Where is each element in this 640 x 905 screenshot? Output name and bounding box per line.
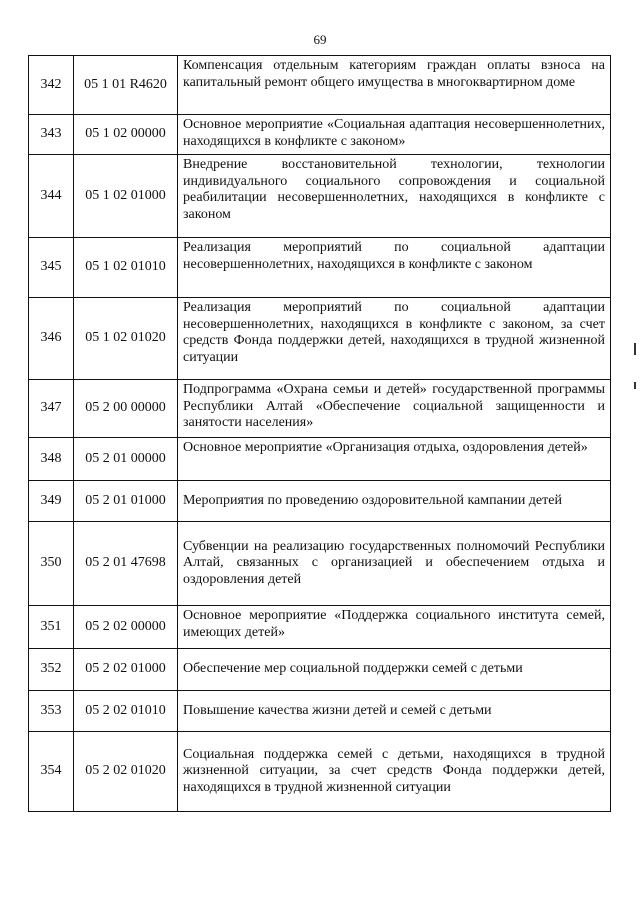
row-name: Внедрение восстановительной технологии, технологии индивидуального социального сопровождения и социальной реабилитации несовершеннолетних, находящихся в конфликте с законом <box>178 155 611 238</box>
table-row <box>29 691 611 732</box>
row-name: Субвенции на реализацию государственных полномочий Республики Алтай, связанных с организацией и обеспечением отдыха и оздоровления детей <box>178 522 611 606</box>
table-row <box>29 155 611 238</box>
row-code: 05 1 01 R4620 <box>74 56 178 115</box>
row-code: 05 2 01 00000 <box>74 438 178 481</box>
row-name: Реализация мероприятий по социальной адаптации несовершеннолетних, находящихся в конфликте с законом <box>178 238 611 298</box>
row-number: 342 <box>29 56 74 115</box>
table-row <box>29 606 611 649</box>
row-number: 349 <box>29 481 74 522</box>
row-name: Реализация мероприятий по социальной адаптации несовершеннолетних, находящихся в конфликте с законом, за счет средств Фонда поддержки детей, находящихся в трудной жизненной ситуации <box>178 298 611 380</box>
row-number: 347 <box>29 380 74 438</box>
row-name: Обеспечение мер социальной поддержки семей с детьми <box>178 649 611 691</box>
row-code: 05 1 02 01020 <box>74 298 178 380</box>
row-name: Основное мероприятие «Поддержка социального института семей, имеющих детей» <box>178 606 611 649</box>
row-code: 05 1 02 01000 <box>74 155 178 238</box>
row-number: 345 <box>29 238 74 298</box>
table-row <box>29 238 611 298</box>
table-row <box>29 56 611 115</box>
row-name: Основное мероприятие «Организация отдыха, оздоровления детей» <box>178 438 611 481</box>
row-code: 05 2 02 01000 <box>74 649 178 691</box>
table-row <box>29 481 611 522</box>
row-number: 343 <box>29 115 74 155</box>
row-code: 05 2 00 00000 <box>74 380 178 438</box>
table-row <box>29 298 611 380</box>
row-number: 352 <box>29 649 74 691</box>
budget-codes-table <box>28 55 611 812</box>
row-number: 350 <box>29 522 74 606</box>
row-code: 05 2 02 00000 <box>74 606 178 649</box>
row-code: 05 2 01 01000 <box>74 481 178 522</box>
scan-mark <box>634 382 636 389</box>
table-row <box>29 522 611 606</box>
row-number: 344 <box>29 155 74 238</box>
row-number: 353 <box>29 691 74 732</box>
table-row <box>29 380 611 438</box>
row-name: Социальная поддержка семей с детьми, находящихся в трудной жизненной ситуации, за счет средств Фонда поддержки детей, находящихся в трудной жизненной ситуации <box>178 732 611 812</box>
row-name: Мероприятия по проведению оздоровительной кампании детей <box>178 481 611 522</box>
table-row <box>29 732 611 812</box>
row-name: Компенсация отдельным категориям граждан оплаты взноса на капитальный ремонт общего имущества в многоквартирном доме <box>178 56 611 115</box>
row-number: 351 <box>29 606 74 649</box>
page-number: 69 <box>313 32 327 47</box>
row-number: 346 <box>29 298 74 380</box>
row-name: Повышение качества жизни детей и семей с детьми <box>178 691 611 732</box>
row-name: Основное мероприятие «Социальная адаптация несовершеннолетних, находящихся в конфликте с законом» <box>178 115 611 155</box>
row-code: 05 2 01 47698 <box>74 522 178 606</box>
row-code: 05 2 02 01010 <box>74 691 178 732</box>
row-code: 05 1 02 01010 <box>74 238 178 298</box>
row-number: 348 <box>29 438 74 481</box>
table-row <box>29 649 611 691</box>
row-code: 05 2 02 01020 <box>74 732 178 812</box>
row-number: 354 <box>29 732 74 812</box>
table-row <box>29 115 611 155</box>
scan-mark <box>634 343 636 355</box>
row-code: 05 1 02 00000 <box>74 115 178 155</box>
table-row <box>29 438 611 481</box>
row-name: Подпрограмма «Охрана семьи и детей» государственной программы Республики Алтай «Обеспечение социальной защищенности и занятости населения» <box>178 380 611 438</box>
